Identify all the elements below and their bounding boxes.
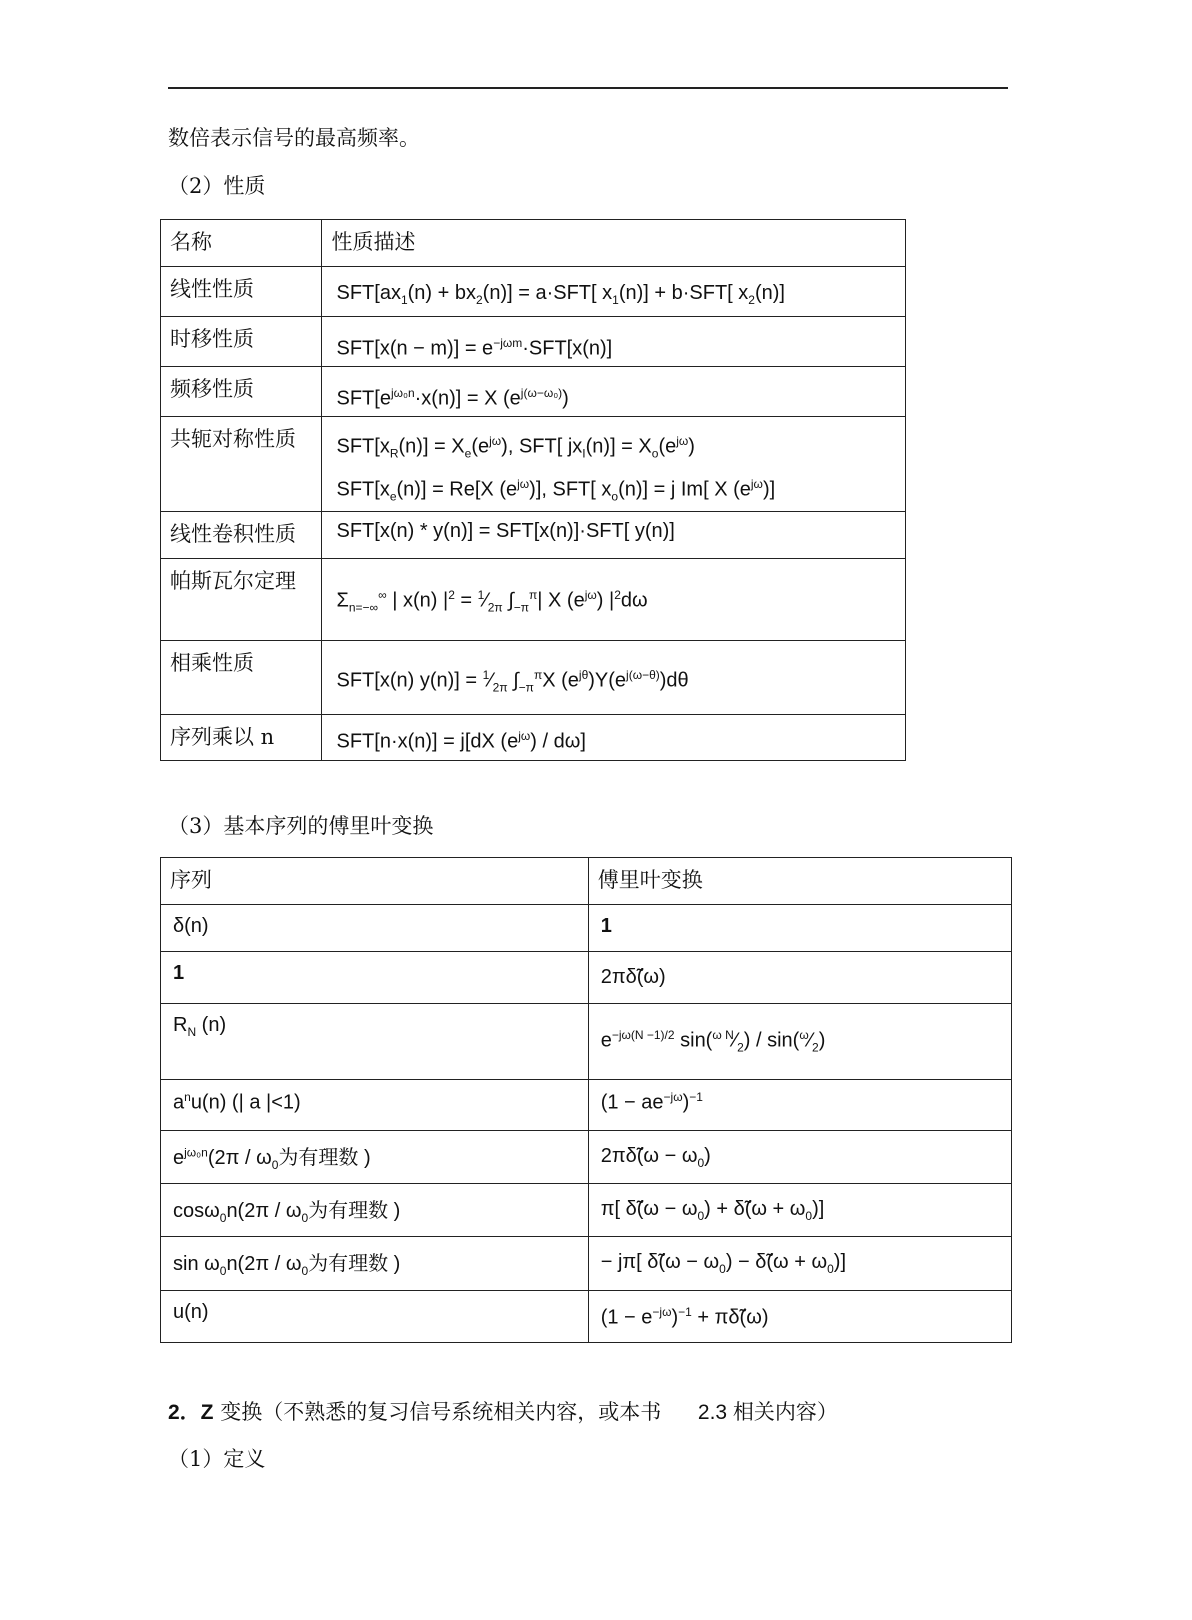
header-sequence: 序列 — [161, 858, 589, 905]
sequence-cell: 1 — [161, 952, 589, 1004]
table-row — [161, 317, 906, 367]
paragraph-text: 数倍表示信号的最高频率。 — [168, 126, 420, 150]
sequence-cell: $\cos\omega_0n(2\pi / \omega_0$为有理数 ) — [161, 1184, 589, 1237]
property-name: 线性性质 — [161, 267, 322, 317]
property-formula: SFT[x(n) * y(n)] = SFT[x(n)]·SFT[ y(n)] — [322, 512, 906, 559]
properties-table — [160, 219, 906, 761]
section-number: 2．Z — [168, 1401, 214, 1424]
table-row — [161, 641, 906, 715]
table-row — [161, 1080, 1012, 1131]
property-formula: $SFT[ax_1(n) + bx_2(n)] = a\cdot SFT$[ $x_1(n)] + b\cdot SFT$[ $x_2(n)$] — [322, 267, 906, 317]
property-formula: SFT[x(n) $y(n)] = ^1⁄_{2\pi}$ $\int_{-\pi}^\pi X$ $(e^{j\theta})Y(e^{j(\omega-\theta)})d\theta$ — [322, 641, 906, 715]
section-title: 变换（不熟悉的复习信号系统相关内容，或本书 — [220, 1400, 662, 1424]
table-row — [161, 417, 906, 512]
property-name: 帕斯瓦尔定理 — [161, 559, 322, 641]
property-formula: $SFT[x(n - m)] = e^{-j\omega m}\cdot SFT[x(n)]$ — [322, 317, 906, 367]
table-row — [161, 1291, 1012, 1343]
table-row — [161, 559, 906, 641]
sequence-cell: u(n) — [161, 1291, 589, 1343]
header-name: 名称 — [161, 220, 322, 267]
sequence-cell: $e^{j\omega_0n}(2\pi / \omega_0$为有理数 ) — [161, 1131, 589, 1184]
table-row — [161, 267, 906, 317]
section-heading-transforms: （3）基本序列的傅里叶变换 — [168, 814, 434, 838]
section-reference: 2.3 相关内容） — [697, 1401, 838, 1424]
transform-cell: $(1 - ae^{-j\omega})^{-1}$ — [588, 1080, 1011, 1131]
transform-cell: 1 — [588, 905, 1011, 952]
property-name: 序列乘以 n — [161, 715, 322, 761]
table-row — [161, 512, 906, 559]
header-description: 性质描述 — [322, 220, 906, 267]
transform-cell: π[ δ̃(ω − $\omega_0$) + δ̃(ω + $\omega_0$)] — [588, 1184, 1011, 1237]
property-name: 相乘性质 — [161, 641, 322, 715]
table-row — [161, 715, 906, 761]
property-name: 时移性质 — [161, 317, 322, 367]
sequence-cell: $a^nu(n)$ (| a |<1) — [161, 1080, 589, 1131]
header-transform: 傅里叶变换 — [588, 858, 1011, 905]
property-formula: $\Sigma_{n=-\infty}^\infty$ | x(n) $|^2$ = $^1⁄_{2\pi}$ $\int_{-\pi}^\pi|$ X $(e^{j\omega})$ $|^2d\omega$ — [322, 559, 906, 641]
transform-cell: $(1 - e^{-j\omega})^{-1}$ + πδ̃(ω) — [588, 1291, 1011, 1343]
property-formula: SFT[n·x(n)] = j[dX $(e^{j\omega}) / d\omega$] — [322, 715, 906, 761]
section-heading-z-transform — [168, 1398, 838, 1427]
table-row — [161, 1237, 1012, 1291]
subsection-heading-definition: （1）定义 — [168, 1447, 266, 1471]
transform-cell: 2πδ̃(ω − $\omega_0$) — [588, 1131, 1011, 1184]
table-row — [161, 367, 906, 417]
property-formula: $SFT[e^{j\omega_0n}\cdot x(n)] = X$ $(e^{j(\omega-\omega_0)})$ — [322, 367, 906, 417]
transform-cell: − jπ[ δ̃(ω − $\omega_0$) − δ̃(ω + $\omega_0$)] — [588, 1237, 1011, 1291]
table-header-row — [161, 858, 1012, 905]
header-rule — [168, 87, 1008, 89]
property-formula: $SFT[x_R(n)] = X_e(e^{j\omega})$, SFT[ $jx_I(n)] = X_o(e^{j\omega})$ $SFT[x_e(n)] = Re[X$ $(e^{j\omega})$], SFT[ $x_o(n)] = j$ Im[ X $(e^{j\omega})$] — [322, 417, 906, 512]
sequence-cell: $\sin \omega_0n(2\pi / \omega_0$为有理数 ) — [161, 1237, 589, 1291]
table-row — [161, 905, 1012, 952]
sequence-cell: δ(n) — [161, 905, 589, 952]
transform-cell: $e^{-j\omega(N -1)/2}$ $\sin(^{\omega N}⁄_2)$ / $\sin(^\omega⁄_2)$ — [588, 1004, 1011, 1080]
property-name: 线性卷积性质 — [161, 512, 322, 559]
table-row — [161, 1131, 1012, 1184]
sequence-cell: $R_N$ (n) — [161, 1004, 589, 1080]
table-row — [161, 952, 1012, 1004]
table-header-row — [161, 220, 906, 267]
transform-cell: 2πδ̃(ω) — [588, 952, 1011, 1004]
transform-table — [160, 857, 1012, 1343]
table-row — [161, 1184, 1012, 1237]
property-name: 频移性质 — [161, 367, 322, 417]
property-name: 共轭对称性质 — [161, 417, 322, 512]
section-heading-properties: （2）性质 — [168, 174, 266, 198]
table-row — [161, 1004, 1012, 1080]
